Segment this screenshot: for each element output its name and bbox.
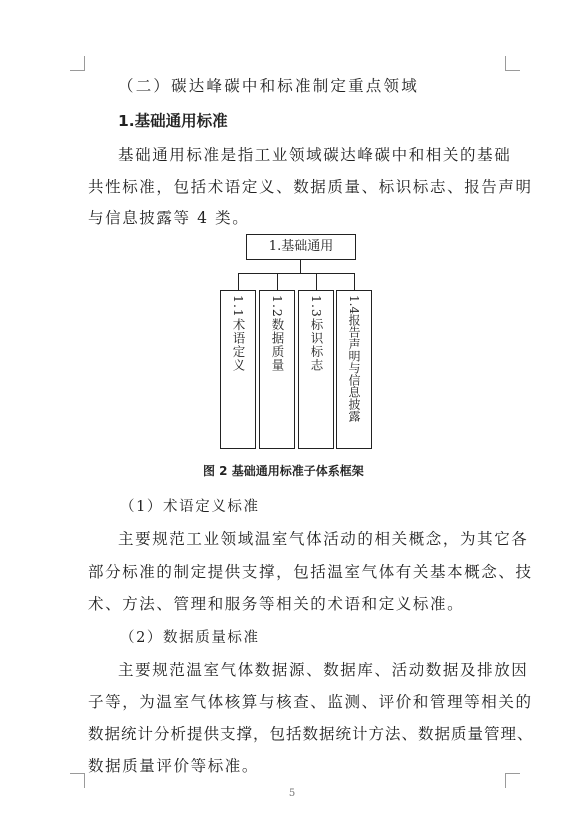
diagram-connector-trunk [300, 260, 301, 273]
item1-title: （1）术语定义标准 [120, 499, 260, 515]
diagram-connector-4 [354, 273, 355, 290]
diagram-connector-2 [277, 273, 278, 290]
section-heading: （二）碳达峰碳中和标准制定重点领域 [118, 77, 419, 95]
diagram-connector-3 [316, 273, 317, 290]
item2-line-3: 数据统计分析提供支撑，包括数据统计方法、数据质量管理、 [88, 725, 534, 743]
item2-line-2: 子等，为温室气体核算与核查、监测、评价和管理等相关的 [88, 693, 533, 711]
item2-title: （2）数据质量标准 [120, 630, 260, 646]
diagram-root-node: 1.基础通用 [246, 234, 356, 260]
diagram-node-label: 1.1术语定义 [231, 295, 246, 372]
page-number: 5 [288, 788, 296, 799]
diagram-connector-1 [238, 273, 239, 290]
intro-line-1: 基础通用标准是指工业领域碳达峰碳中和相关的基础 [118, 146, 512, 164]
page-corner-mark-top-right [505, 56, 520, 71]
diagram-node-reporting-disclosure [336, 290, 372, 449]
item1-line-1: 主要规范工业领域温室气体活动的相关概念，为其它各 [118, 530, 529, 548]
page-corner-mark-top-left [70, 56, 85, 71]
intro-line-2: 共性标准，包括术语定义、数据质量、标识标志、报告声明 [88, 178, 533, 196]
diagram-node-label: 1.4报告声明与信息披露 [347, 295, 361, 423]
diagram-node-label: 1.2数据质量 [270, 295, 285, 372]
item1-line-2: 部分标准的制定提供支撑，包括温室气体有关基本概念、技 [88, 563, 533, 581]
diagram-node-labeling [298, 290, 334, 449]
page-corner-mark-bottom-right [505, 773, 520, 788]
item1-line-3: 术、方法、管理和服务等相关的术语和定义标准。 [88, 595, 465, 613]
diagram-node-terminology [220, 290, 256, 449]
page-corner-mark-bottom-left [70, 773, 85, 788]
figure-caption: 图 2 基础通用标准子体系框架 [203, 464, 364, 478]
subsection-heading: 1.基础通用标准 [118, 112, 228, 130]
diagram-connector-bar [238, 273, 355, 274]
diagram-node-label: 1.3标识标志 [309, 295, 324, 372]
intro-line-3: 与信息披露等 4 类。 [88, 209, 250, 227]
diagram-node-data-quality [259, 290, 295, 449]
item2-line-1: 主要规范温室气体数据源、数据库、活动数据及排放因 [118, 661, 529, 679]
item2-line-4: 数据质量评价等标准。 [88, 757, 260, 775]
